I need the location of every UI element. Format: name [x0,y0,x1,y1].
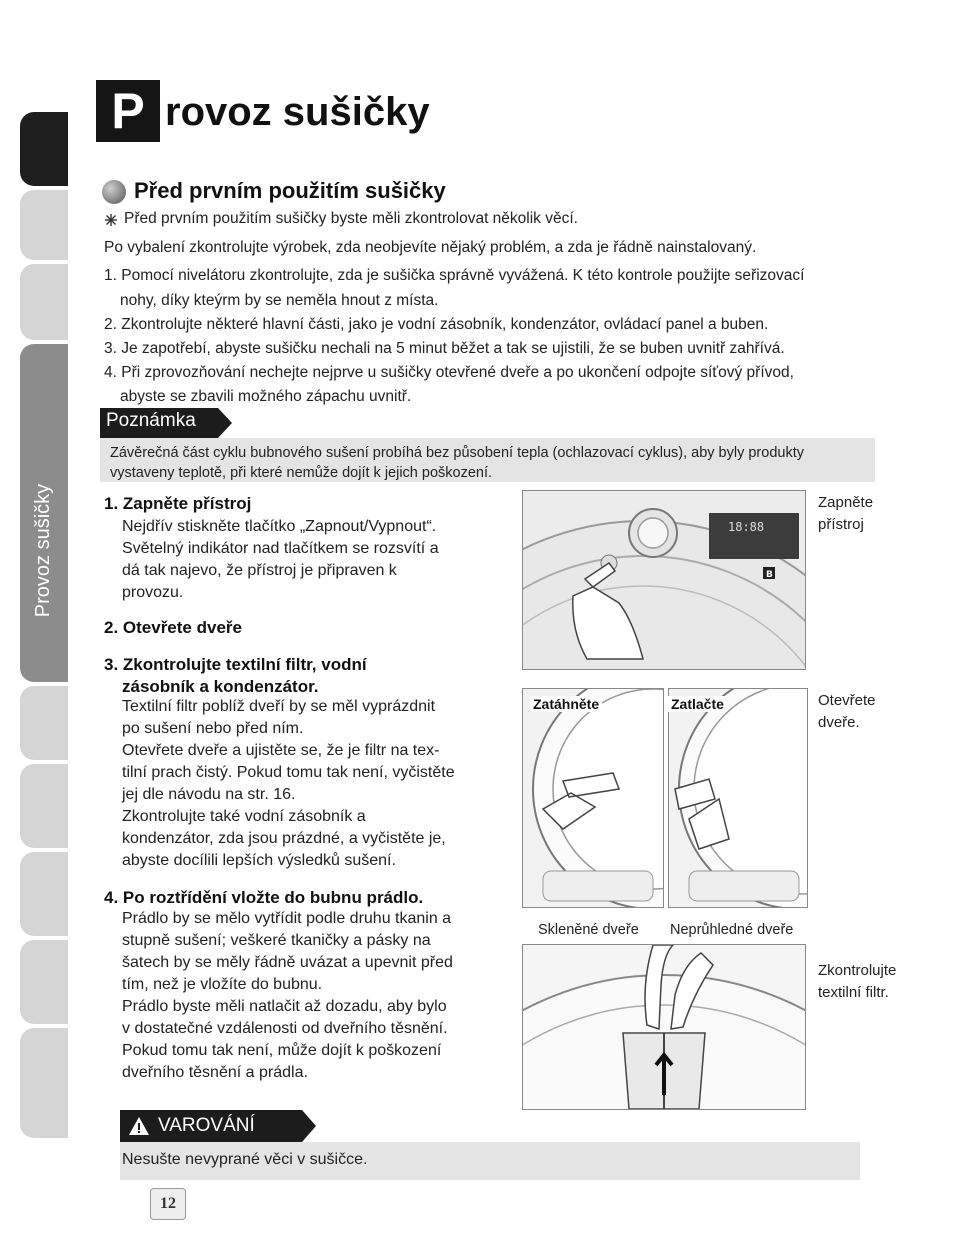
power-on-illustration [522,490,806,670]
warning-icon [128,1116,150,1136]
side-section-label: Provoz sušičky [32,483,55,617]
intro-line: 4. Při zprovozňování nechejte nejprve u sušičky otevřené dveře a po ukončení odpojte síťový přívod, [104,364,794,381]
warning-label-text: VAROVÁNÍ [158,1115,255,1136]
warning-label-arrow [302,1110,316,1142]
filter-caption: textilní filtr. [818,984,889,1001]
intro-line: Před prvním použitím sušičky byste měli zkontrolovat několik věcí. [124,210,578,227]
door-caption: Otevřete [818,692,876,709]
note-text: Závěrečná část cyklu bubnového sušení probíhá bez působení tepla (ochlazovací cyklus), aby byly produkty vystaveny teplotě, při které nemůže dojít k jejich poškození. [110,445,804,481]
cycle-badge: B [766,570,773,580]
step-3-line: tilní prach čistý. Pokud tomu tak není, vyčistěte [122,764,455,781]
power-caption: Zapněte [818,494,874,511]
step-2-heading: 2. Otevřete dveře [104,618,242,637]
intro-line: 3. Je zapotřebí, abyste sušičku nechali na 5 minut běžet a tak se ujistili, že se buben uvnitř zahřívá. [104,340,785,357]
intro-line: 1. Pomocí nivelátoru zkontrolujte, zda je sušička správně vyvážená. K této kontrole použijte seřizovací [104,267,805,284]
side-tab [20,264,68,340]
side-tab [20,686,68,760]
filter-caption: Zkontrolujte [818,962,897,979]
step-4-heading: 4. Po roztřídění vložte do bubnu prádlo. [104,888,424,907]
glass-door-caption: Skleněné dveře [538,922,639,938]
warning-label [120,1110,302,1142]
step-4-line: Prádlo byste měli natlačit až dozadu, aby bylo [122,998,447,1015]
opaque-door-caption: Neprůhledné dveře [670,922,794,938]
step-3-line: kondenzátor, zda jsou prázdné, a vyčistěte je, [122,830,446,847]
note-label-arrow [218,408,232,438]
step-4-line: Pokud tomu tak není, může dojít k poškození [122,1042,442,1059]
step-3-line: abyste docílili lepších výsledků sušení. [122,852,396,869]
step-1-heading: 1. Zapněte přístroj [104,494,252,513]
step-3-line: jej dle návodu na str. 16. [122,786,296,803]
step-3-line: po sušení nebo před ním. [122,720,304,737]
page-title: rovoz sušičky [165,90,430,134]
step-4-line: šatech by se měly řádně uvázat a upevnit před [122,954,453,971]
section-heading: Před prvním použitím sušičky [134,178,446,203]
side-tab [20,190,68,260]
step-4-line: stupně sušení; veškeré tkaničky a pásky na [122,932,431,949]
step-1-line: Světelný indikátor nad tlačítkem se rozsvítí a [122,540,439,557]
side-tab [20,940,68,1024]
step-4-line: Prádlo by se mělo vytřídit podle druhu tkanin a [122,910,452,927]
section-bullet-icon [102,180,126,204]
side-tab [20,852,68,936]
warning-text: Nesušte nevyprané věci v sušičce. [122,1151,368,1168]
push-label: Zatlačte [668,696,727,712]
step-4-line: tím, než je vložíte do bubnu. [122,976,323,993]
step-1-line: dá tak najevo, že přístroj je připraven k [122,562,397,579]
step-3-heading: zásobník a kondenzátor. [122,677,319,696]
step-3-line: Zkontrolujte také vodní zásobník a [122,808,366,825]
pull-label: Zatáhněte [530,696,602,712]
page-number: 12 [150,1188,186,1220]
step-4-line: v dostatečné vzdálenosti od dveřního těsnění. [122,1020,448,1037]
opaque-door-illustration [668,688,808,908]
display-readout: 18:88 [728,520,765,534]
note-label: Poznámka [100,408,218,438]
intro-line: Po vybalení zkontrolujte výrobek, zda neobjevíte nějaký problém, a zda je řádně nainstalovaný. [104,239,757,256]
step-3-line: Otevřete dveře a ujistěte se, že je filtr na tex- [122,742,440,759]
intro-line: abyste se zbavili možného zápachu uvnitř. [120,388,412,405]
intro-line: 2. Zkontrolujte některé hlavní části, jako je vodní zásobník, kondenzátor, ovládací panel a buben. [104,316,769,333]
step-1-line: provozu. [122,584,184,601]
side-tab-active [20,112,68,186]
step-1-line: Nejdřív stiskněte tlačítko „Zapnout/Vypnout“. [122,518,437,535]
step-3-heading: 3. Zkontrolujte textilní filtr, vodní [104,655,367,674]
side-tab [20,764,68,848]
glass-door-illustration [522,688,664,908]
lint-filter-illustration [522,944,806,1110]
step-4-line: dveřního těsnění a prádla. [122,1064,308,1081]
reference-mark-icon [104,213,118,227]
title-initial: P [96,80,160,142]
door-caption: dveře. [818,714,860,731]
power-caption: přístroj [818,516,864,533]
side-tab [20,1028,68,1138]
intro-line: nohy, díky kteýrm by se neměla hnout z místa. [120,292,439,309]
step-3-line: Textilní filtr poblíž dveří by se měl vyprázdnit [122,698,436,715]
